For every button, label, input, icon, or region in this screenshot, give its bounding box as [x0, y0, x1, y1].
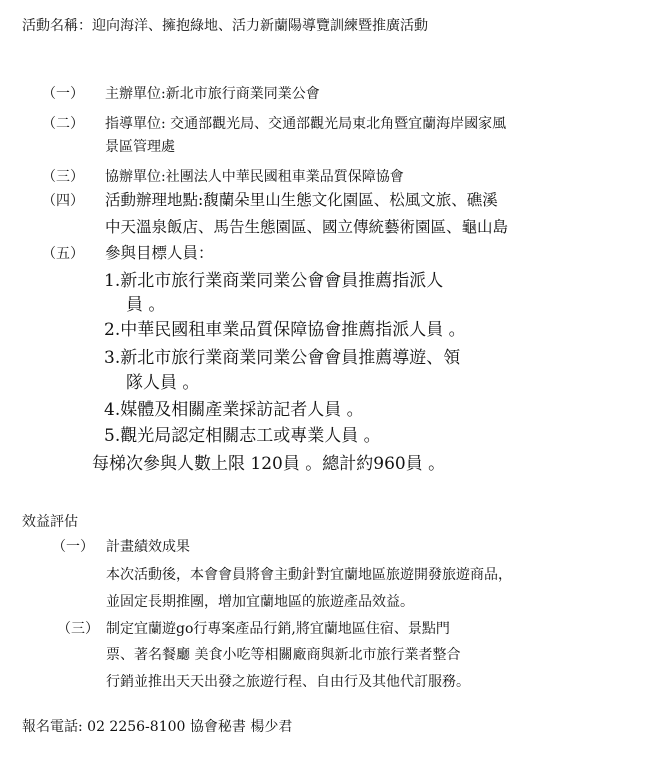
- benefit-line: 行銷並推出天天出發之旅遊行程、自由行及其他代訂服務。: [106, 674, 470, 690]
- section-num: （五）: [42, 246, 84, 262]
- benefit-title: 計畫績效成果: [106, 539, 190, 555]
- participant-item-cont: 員 。: [126, 295, 166, 315]
- participant-item: 1.新北市旅行業商業同業公會會員推薦指派人: [104, 271, 444, 291]
- section-participants: 參與目標人員：: [105, 244, 214, 262]
- section-supervisor-cont: 景區管理處: [105, 139, 175, 155]
- benefit-line: 制定宜蘭遊go行專案產品行銷,將宜蘭地區住宿、景點門: [106, 621, 450, 637]
- section-num: （三）: [42, 169, 84, 185]
- section-num: （一）: [42, 86, 84, 102]
- participant-item: 3.新北市旅行業商業同業公會會員推薦導遊、領: [104, 348, 461, 368]
- participant-item: 5.觀光局認定相關志工或專業人員 。: [104, 426, 381, 446]
- section-num: （二）: [42, 116, 84, 132]
- participant-item: 4.媒體及相關產業採訪記者人員 。: [104, 400, 364, 420]
- section-organizer: 主辦單位:新北市旅行商業同業公會: [105, 86, 320, 102]
- participant-item: 2.中華民國租車業品質保障協會推薦指派人員 。: [104, 320, 466, 340]
- benefit-line: 票、著名餐廳 美食小吃等相關廠商與新北市旅行業者整合: [106, 647, 461, 663]
- section-venues-cont: 中天溫泉飯店、馬告生態園區、國立傳統藝術園區、龜山島: [105, 218, 509, 236]
- benefit-line: 並固定長期推團，增加宜蘭地區的旅遊產品效益。: [106, 594, 414, 610]
- benefits-heading: 效益評估: [22, 514, 78, 530]
- contact-info: 報名電話: 02 2256-8100 協會秘書 楊少君: [22, 719, 293, 735]
- section-venues: 活動辦理地點:馥蘭朵里山生態文化園區、松風文旅、礁溪: [105, 191, 498, 209]
- section-co-organizer: 協辦單位:社團法人中華民國租車業品質保障協會: [105, 169, 404, 185]
- section-supervisor: 指導單位: 交通部觀光局、交通部觀光局東北角暨宜蘭海岸國家風: [105, 116, 507, 132]
- benefit-line: 本次活動後，本會會員將會主動針對宜蘭地區旅遊開發旅遊商品，: [106, 567, 512, 583]
- capacity-note: 每梯次參與人數上限 120員 。總計約960員 。: [92, 454, 446, 474]
- activity-title: 活動名稱：迎向海洋、擁抱綠地、活力新蘭陽導覽訓練暨推廣活動: [22, 18, 428, 34]
- benefit-num: （一）: [52, 539, 94, 555]
- section-num: （四）: [42, 193, 84, 209]
- participant-item-cont: 隊人員 。: [126, 373, 200, 393]
- benefit-num: （三）: [57, 621, 99, 637]
